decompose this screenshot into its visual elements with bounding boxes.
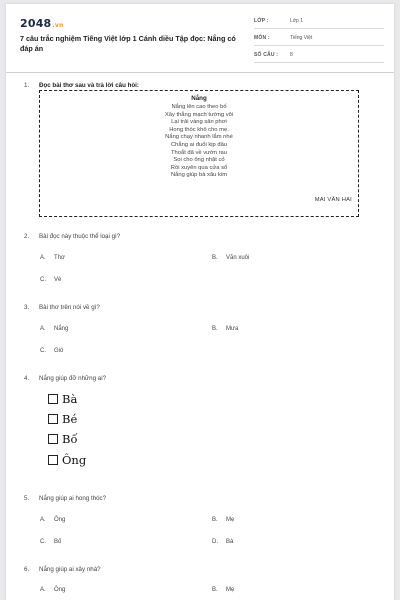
option-b[interactable] bbox=[212, 255, 249, 261]
meta-count-value: 8 bbox=[290, 52, 293, 58]
choice-label: Bà bbox=[62, 392, 78, 406]
option-letter: A. bbox=[40, 587, 46, 593]
checkbox-icon[interactable] bbox=[48, 434, 58, 444]
option-d[interactable] bbox=[212, 539, 233, 545]
option-text: Thơ bbox=[54, 255, 65, 261]
poem-lines bbox=[40, 104, 358, 180]
option-letter: A. bbox=[40, 517, 46, 523]
option-letter: B. bbox=[212, 326, 218, 332]
poem-box bbox=[39, 90, 359, 217]
option-a[interactable] bbox=[40, 255, 65, 261]
option-a[interactable] bbox=[40, 517, 65, 523]
meta-subject-label: MÔN : bbox=[254, 35, 270, 41]
choice-label: Ông bbox=[62, 453, 87, 467]
option-b[interactable] bbox=[212, 326, 238, 332]
option-text: Mẹ bbox=[226, 517, 235, 523]
worksheet-page bbox=[6, 4, 394, 600]
meta-count-label: SỐ CÂU : bbox=[254, 52, 279, 58]
question-number: 5. bbox=[24, 495, 30, 502]
question-number: 4. bbox=[24, 375, 30, 382]
question-text: Đọc bài thơ sau và trả lời câu hỏi: bbox=[39, 82, 139, 89]
site-logo[interactable] bbox=[20, 17, 63, 30]
question-number: 2. bbox=[24, 233, 30, 240]
poem-line: Nắng chạy nhanh lắm nhé bbox=[165, 134, 233, 141]
meta-subject-row bbox=[254, 35, 384, 46]
poem-line: Thoắt đã về vườn rau bbox=[170, 149, 228, 156]
question-text: Bài đọc này thuộc thể loại gì? bbox=[39, 233, 121, 240]
option-text: Mưa bbox=[226, 326, 239, 332]
option-text: Bố bbox=[54, 539, 62, 545]
option-c[interactable] bbox=[40, 539, 61, 545]
checkbox-icon[interactable] bbox=[48, 414, 58, 424]
choice-label: Bố bbox=[62, 432, 78, 446]
poem-title: Nắng bbox=[191, 95, 207, 102]
option-letter: A. bbox=[40, 255, 46, 261]
logo-suffix: .vn bbox=[52, 22, 64, 29]
option-letter: C. bbox=[40, 539, 46, 545]
option-c[interactable] bbox=[40, 277, 61, 283]
choice-label: Bé bbox=[62, 412, 78, 426]
question-text: Nắng giúp ai hong thóc? bbox=[39, 495, 107, 502]
poem-line: Xây thẳng mạch tường vôi bbox=[164, 111, 234, 118]
poem-line: Nắng giúp bà xâu kim bbox=[170, 172, 228, 179]
option-a[interactable] bbox=[40, 326, 68, 332]
poem-line: Hong thóc khô cho mẹ. bbox=[169, 126, 229, 133]
poem-line: Chẳng ai đuổi kịp đâu bbox=[170, 141, 228, 148]
checkbox-choice-4[interactable] bbox=[48, 453, 86, 467]
checkbox-icon[interactable] bbox=[48, 394, 58, 404]
option-text: Vè bbox=[54, 277, 62, 283]
poem-line: Nắng lên cao theo bố bbox=[171, 104, 227, 110]
poem-author: MAI VĂN HAI bbox=[314, 197, 352, 203]
option-b[interactable] bbox=[212, 587, 234, 593]
option-letter: B. bbox=[212, 517, 218, 523]
option-letter: D. bbox=[212, 539, 218, 545]
option-c[interactable] bbox=[40, 348, 63, 354]
meta-class-label: LỚP : bbox=[254, 18, 269, 24]
poem-line: Lại trải vàng sân phơi bbox=[171, 119, 227, 126]
question-number: 6. bbox=[24, 566, 30, 573]
question-text: Bài thơ trên nói về gì? bbox=[39, 304, 100, 311]
option-letter: C. bbox=[40, 277, 46, 283]
option-text: Nắng bbox=[54, 326, 69, 332]
meta-class-value: Lớp 1 bbox=[290, 18, 304, 24]
checkbox-choice-3[interactable] bbox=[48, 432, 78, 446]
option-text: Ông bbox=[54, 517, 66, 523]
worksheet-header bbox=[6, 4, 394, 73]
worksheet-meta bbox=[254, 18, 384, 69]
option-text: Mẹ bbox=[226, 587, 235, 593]
poem-line: Rồi xuyên qua cửa sổ bbox=[170, 164, 228, 171]
option-b[interactable] bbox=[212, 517, 234, 523]
worksheet-title: 7 câu trắc nghiệm Tiếng Việt lớp 1 Cánh diều Tập đọc: Nắng có đáp án bbox=[20, 34, 236, 53]
logo-text: 2048 bbox=[20, 17, 52, 30]
option-text: Văn xuôi bbox=[226, 255, 250, 261]
question-text: Nắng giúp ai xây nhà? bbox=[39, 566, 101, 573]
question-number: 1. bbox=[24, 82, 30, 89]
poem-line: Soi cho ông nhặt cỏ bbox=[173, 157, 225, 164]
option-text: Bà bbox=[226, 539, 234, 545]
question-text: Nắng giúp đỡ những ai? bbox=[39, 375, 107, 382]
checkbox-icon[interactable] bbox=[48, 455, 58, 465]
option-letter: C. bbox=[40, 348, 46, 354]
checkbox-choice-1[interactable] bbox=[48, 392, 77, 406]
option-letter: B. bbox=[212, 587, 218, 593]
meta-count-row bbox=[254, 52, 384, 63]
option-a[interactable] bbox=[40, 587, 65, 593]
option-letter: B. bbox=[212, 255, 218, 261]
meta-subject-value: Tiếng Việt bbox=[290, 35, 313, 41]
option-letter: A. bbox=[40, 326, 46, 332]
option-text: Ông bbox=[54, 587, 66, 593]
option-text: Gió bbox=[54, 348, 64, 354]
checkbox-choice-2[interactable] bbox=[48, 412, 77, 426]
meta-class-row bbox=[254, 18, 384, 29]
question-number: 3. bbox=[24, 304, 30, 311]
